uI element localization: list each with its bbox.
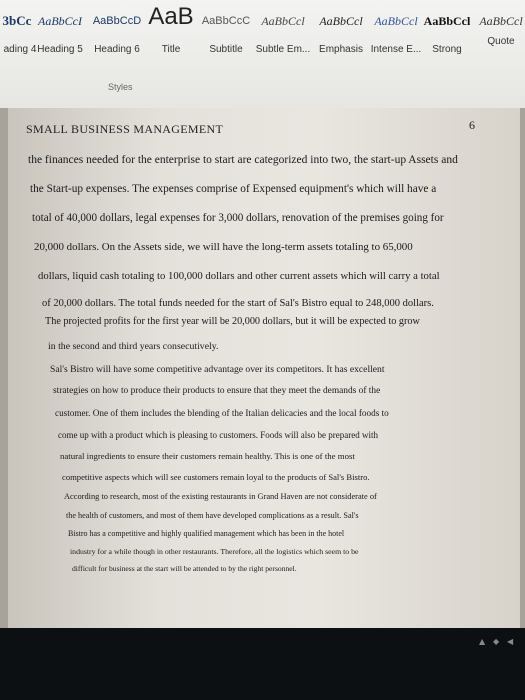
style-name: Subtle Em... [255,44,311,55]
document-page[interactable] [8,108,520,628]
body-line: in the second and third years consecutively. [48,341,219,352]
body-line: 20,000 dollars. On the Assets side, we will have the long-term assets totaling to 65,000 [34,241,413,253]
body-line: The projected profits for the first year will be 20,000 dollars, but it will be expected to grow [45,316,420,327]
style-emphasis[interactable] [312,10,370,68]
body-line: dollars, liquid cash totaling to 100,000 dollars and other current assets which will carry a total [38,270,440,282]
body-line: of 20,000 dollars. The total funds needed for the start of Sal's Bistro equal to 248,000 dollars. [42,298,434,309]
style-name: Subtitle [209,44,243,55]
body-line: customer. One of them includes the blending of the Italian delicacies and the local foods to [55,408,389,418]
style-title[interactable] [146,2,196,60]
page-number: 6 [469,118,475,132]
style-subtitle[interactable] [198,10,254,68]
document-canvas [0,108,525,628]
style-sample: AaB [148,3,194,30]
body-line: According to research, most of the existing restaurants in Grand Haven are not considerate of [64,492,377,501]
style-sample: AaBbCcl [261,14,305,28]
styles-group-label: Styles [108,82,133,92]
style-subtle-emphasis[interactable] [254,10,312,68]
style-sample: AaBbCcD [92,15,142,27]
style-name: Heading 6 [94,44,140,55]
system-tray [479,638,515,646]
style-strong[interactable] [420,10,474,68]
taskbar [0,628,525,700]
body-line: total of 40,000 dollars, legal expenses for 3,000 dollars, renovation of the premises going for [32,212,444,224]
style-intense-emphasis[interactable] [368,10,424,68]
style-sample: AaBbCcl [374,14,418,28]
body-line: the Start-up expenses. The expenses comprise of Expensed equipment's which will have a [30,183,437,195]
style-sample: 3bCc [2,13,32,28]
style-sample: AaBbCcC [201,15,251,27]
body-line: competitive aspects which will see customers remain loyal to the products of Sal's Bistro. [62,472,370,482]
style-name: Emphasis [319,44,363,55]
network-icon[interactable]: ◆ [493,637,500,646]
body-line: Sal's Bistro will have some competitive advantage over its competitors. It has excellent [50,364,385,375]
style-sample: AaBbCcI [38,14,82,28]
style-name: Strong [432,44,462,55]
style-name: Intense E... [370,44,422,55]
style-heading-5[interactable] [32,10,88,68]
body-line: industry for a while though in other restaurants. Therefore, all the logistics which seem to be [70,547,359,556]
body-line: strategies on how to produce their products to ensure that they meet the demands of the [53,386,381,396]
style-name: Heading 5 [37,44,83,55]
style-heading-6[interactable] [88,10,146,68]
style-sample: AaBbCcl [319,14,363,28]
style-name: ading 4 [3,44,37,55]
body-line: the finances needed for the enterprise to start are categorized into two, the start-up Assets and [28,154,458,166]
style-name: Title [161,44,181,55]
body-line: natural ingredients to ensure their customers remain healthy. This is one of the most [60,451,355,461]
style-sample: AaBbCcl [479,14,523,28]
volume-icon[interactable]: ◀ [507,637,514,646]
chevron-up-icon[interactable]: ▲ [479,637,486,646]
body-line: difficult for business at the start will be attended to by the right personnel. [72,564,297,573]
styles-ribbon [0,0,525,109]
body-line: come up with a product which is pleasing to customers. Foods will also be prepared with [58,430,378,440]
style-sample: AaBbCcl [423,14,471,28]
style-quote[interactable] [474,10,525,68]
body-line: the health of customers, and most of them have developed complications as a result. Sal's [66,511,359,520]
body-line: Bistro has a competitive and highly qualified management which has been in the hotel [68,529,345,538]
style-name: Quote [487,36,515,47]
page-header-title: SMALL BUSINESS MANAGEMENT [26,122,224,136]
